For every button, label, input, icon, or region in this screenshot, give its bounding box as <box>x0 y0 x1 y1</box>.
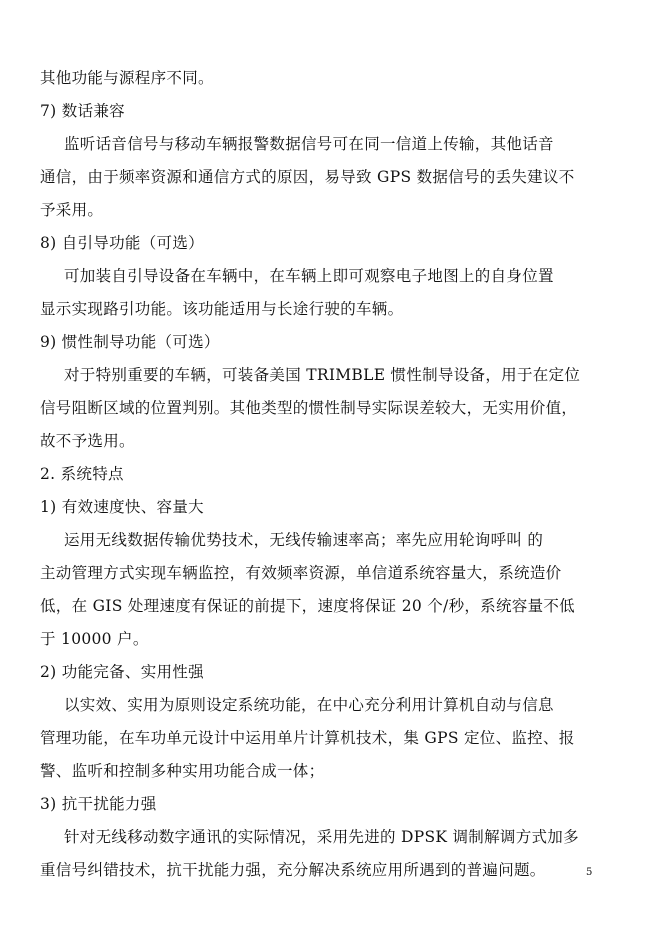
paragraph-line: 管理功能，在车功单元设计中运用单片计算机技术，集 GPS 定位、监控、报 <box>40 729 575 747</box>
paragraph-line: 监听话音信号与移动车辆报警数据信号可在同一信道上传输，其他话音 <box>64 135 554 153</box>
text-line: 其他功能与源程序不同。 <box>40 69 214 87</box>
paragraph-line: 以实效、实用为原则设定系统功能，在中心充分利用计算机自动与信息 <box>64 696 554 714</box>
paragraph-line: 对于特别重要的车辆，可装备美国 TRIMBLE 惯性制导设备，用于在定位 <box>64 366 581 384</box>
paragraph-line: 低，在 GIS 处理速度有保证的前提下，速度将保证 20 个/秒，系统容量不低 <box>40 597 575 615</box>
page-number: 5 <box>586 867 593 878</box>
paragraph-line: 警、监听和控制多种实用功能合成一体； <box>40 762 325 780</box>
paragraph-line: 故不予选用。 <box>40 432 135 450</box>
section-heading: 9) 惯性制导功能（可选） <box>40 333 220 351</box>
paragraph-line: 于 10000 户。 <box>40 630 149 648</box>
paragraph-line: 显示实现路引功能。该功能适用与长途行驶的车辆。 <box>40 300 404 318</box>
section-heading: 2) 功能完备、实用性强 <box>40 663 204 681</box>
section-heading: 2. 系统特点 <box>40 465 124 483</box>
paragraph-line: 重信号纠错技术，抗干扰能力强，充分解决系统应用所遇到的普遍问题。 <box>40 861 546 879</box>
paragraph-line: 信号阻断区域的位置判别。其他类型的惯性制导实际误差较大，无实用价值， <box>40 399 578 417</box>
paragraph-line: 针对无线移动数字通讯的实际情况，采用先进的 DPSK 调制解调方式加多 <box>64 828 579 846</box>
paragraph-line: 予采用。 <box>40 201 104 219</box>
paragraph-line: 运用无线数据传输优势技术，无线传输速率高；率先应用轮询呼叫 的 <box>64 531 544 549</box>
paragraph-line: 通信，由于频率资源和通信方式的原因，易导致 GPS 数据信号的丢失建议不 <box>40 168 575 186</box>
section-heading: 1) 有效速度快、容量大 <box>40 498 204 516</box>
section-heading: 3) 抗干扰能力强 <box>40 795 157 813</box>
paragraph-line: 可加装自引导设备在车辆中，在车辆上即可观察电子地图上的自身位置 <box>64 267 554 285</box>
section-heading: 7) 数话兼容 <box>40 102 125 120</box>
paragraph-line: 主动管理方式实现车辆监控，有效频率资源，单信道系统容量大，系统造价 <box>40 564 562 582</box>
section-heading: 8) 自引导功能（可选） <box>40 234 204 252</box>
